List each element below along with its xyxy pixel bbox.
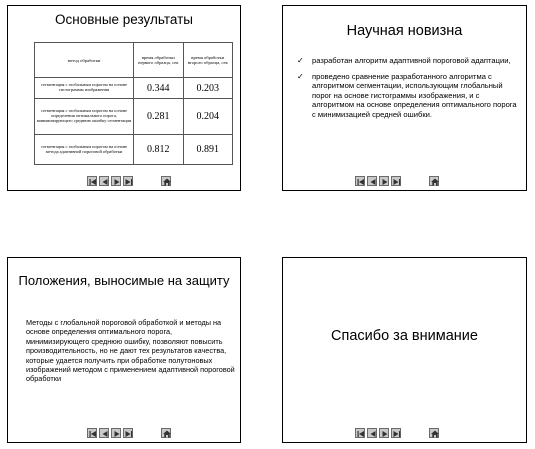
next-slide-button[interactable] [379, 176, 389, 186]
bullet-item [297, 56, 517, 66]
table-cell-value: 0.203 [183, 78, 233, 99]
last-slide-button[interactable] [123, 176, 133, 186]
slide-scientific-novelty [282, 5, 527, 191]
previous-slide-icon [100, 177, 110, 187]
next-slide-icon [112, 177, 122, 187]
previous-slide-icon [368, 429, 378, 439]
last-slide-icon [124, 177, 134, 187]
bullet-text: проведено сравнение разработанного алгоритма с алгоритмом сегментации, использующим глобальный порог на основе гистограммы изображения, и с алгоритмом на основе определения оптимального порога с минимизацией средней ошибки. [312, 71, 517, 119]
first-slide-button[interactable] [355, 176, 365, 186]
bullet-text: разработан алгоритм адаптивной пороговой адаптации, [312, 56, 511, 65]
first-slide-icon [88, 429, 98, 439]
previous-slide-button[interactable] [99, 428, 109, 438]
last-slide-button[interactable] [123, 428, 133, 438]
home-icon [162, 177, 172, 187]
next-slide-icon [380, 429, 390, 439]
first-slide-button[interactable] [355, 428, 365, 438]
last-slide-icon [392, 177, 402, 187]
first-slide-icon [356, 177, 366, 187]
home-button[interactable] [429, 428, 439, 438]
next-slide-button[interactable] [379, 428, 389, 438]
first-slide-icon [356, 429, 366, 439]
home-icon [162, 429, 172, 439]
last-slide-icon [392, 429, 402, 439]
table-cell-value: 0.812 [134, 135, 184, 165]
table-header-cell: время обработки первого образца, сек [134, 43, 184, 78]
bullet-item [297, 72, 517, 120]
table-header-row [35, 43, 233, 78]
table-cell-value: 0.204 [183, 99, 233, 135]
first-slide-button[interactable] [87, 428, 97, 438]
home-icon [430, 177, 440, 187]
last-slide-button[interactable] [391, 176, 401, 186]
table-cell-method: сегментация с глобальным порогом на основе гистограммы изображения [35, 78, 134, 99]
table-row [35, 135, 233, 165]
previous-slide-icon [368, 177, 378, 187]
table-header-cell: время обработки второго образца, сек [183, 43, 233, 78]
next-slide-button[interactable] [111, 176, 121, 186]
first-slide-button[interactable] [87, 176, 97, 186]
previous-slide-button[interactable] [367, 176, 377, 186]
slide-thanks [282, 257, 527, 443]
last-slide-icon [124, 429, 134, 439]
check-icon: ✓ [297, 71, 304, 81]
previous-slide-button[interactable] [367, 428, 377, 438]
slide-main-results [7, 5, 241, 191]
slide-defense-theses [7, 257, 241, 443]
check-icon: ✓ [297, 56, 304, 65]
table-cell-value: 0.891 [183, 135, 233, 165]
home-button[interactable] [429, 176, 439, 186]
table-row [35, 78, 233, 99]
previous-slide-icon [100, 429, 110, 439]
next-slide-button[interactable] [111, 428, 121, 438]
table-cell-value: 0.344 [134, 78, 184, 99]
home-icon [430, 429, 440, 439]
results-table [34, 42, 233, 165]
slide-title: Научная новизна [346, 23, 463, 39]
previous-slide-button[interactable] [99, 176, 109, 186]
bullet-list [297, 56, 517, 126]
table-cell-value: 0.281 [134, 99, 184, 135]
first-slide-icon [88, 177, 98, 187]
next-slide-icon [112, 429, 122, 439]
last-slide-button[interactable] [391, 428, 401, 438]
home-button[interactable] [161, 176, 171, 186]
table-cell-method: сегментация с глобальным порогом на основе определения оптимального порога, минимизирующего среднюю ошибку сегментации [35, 99, 134, 135]
table-header-cell: метод обработки [35, 43, 134, 78]
slide-title: Основные результаты [55, 12, 193, 27]
slide-body-text: Методы с глобальной пороговой обработкой и методы на основе определения оптимального порога, минимизирующего среднюю ошибку, позволяют повысить производительность, но не дают тех результатов качества, которые удается получить при обработке полутоновых изображений методом с применением адаптивной пороговой обработки [26, 318, 235, 384]
next-slide-icon [380, 177, 390, 187]
home-button[interactable] [161, 428, 171, 438]
table-cell-method: сегментация с глобальным порогом на основе метода адаптивной пороговой обработки [35, 135, 134, 165]
table-row [35, 99, 233, 135]
slide-title: Спасибо за внимание [331, 328, 478, 344]
slide-title: Положения, выносимые на защиту [18, 273, 230, 288]
